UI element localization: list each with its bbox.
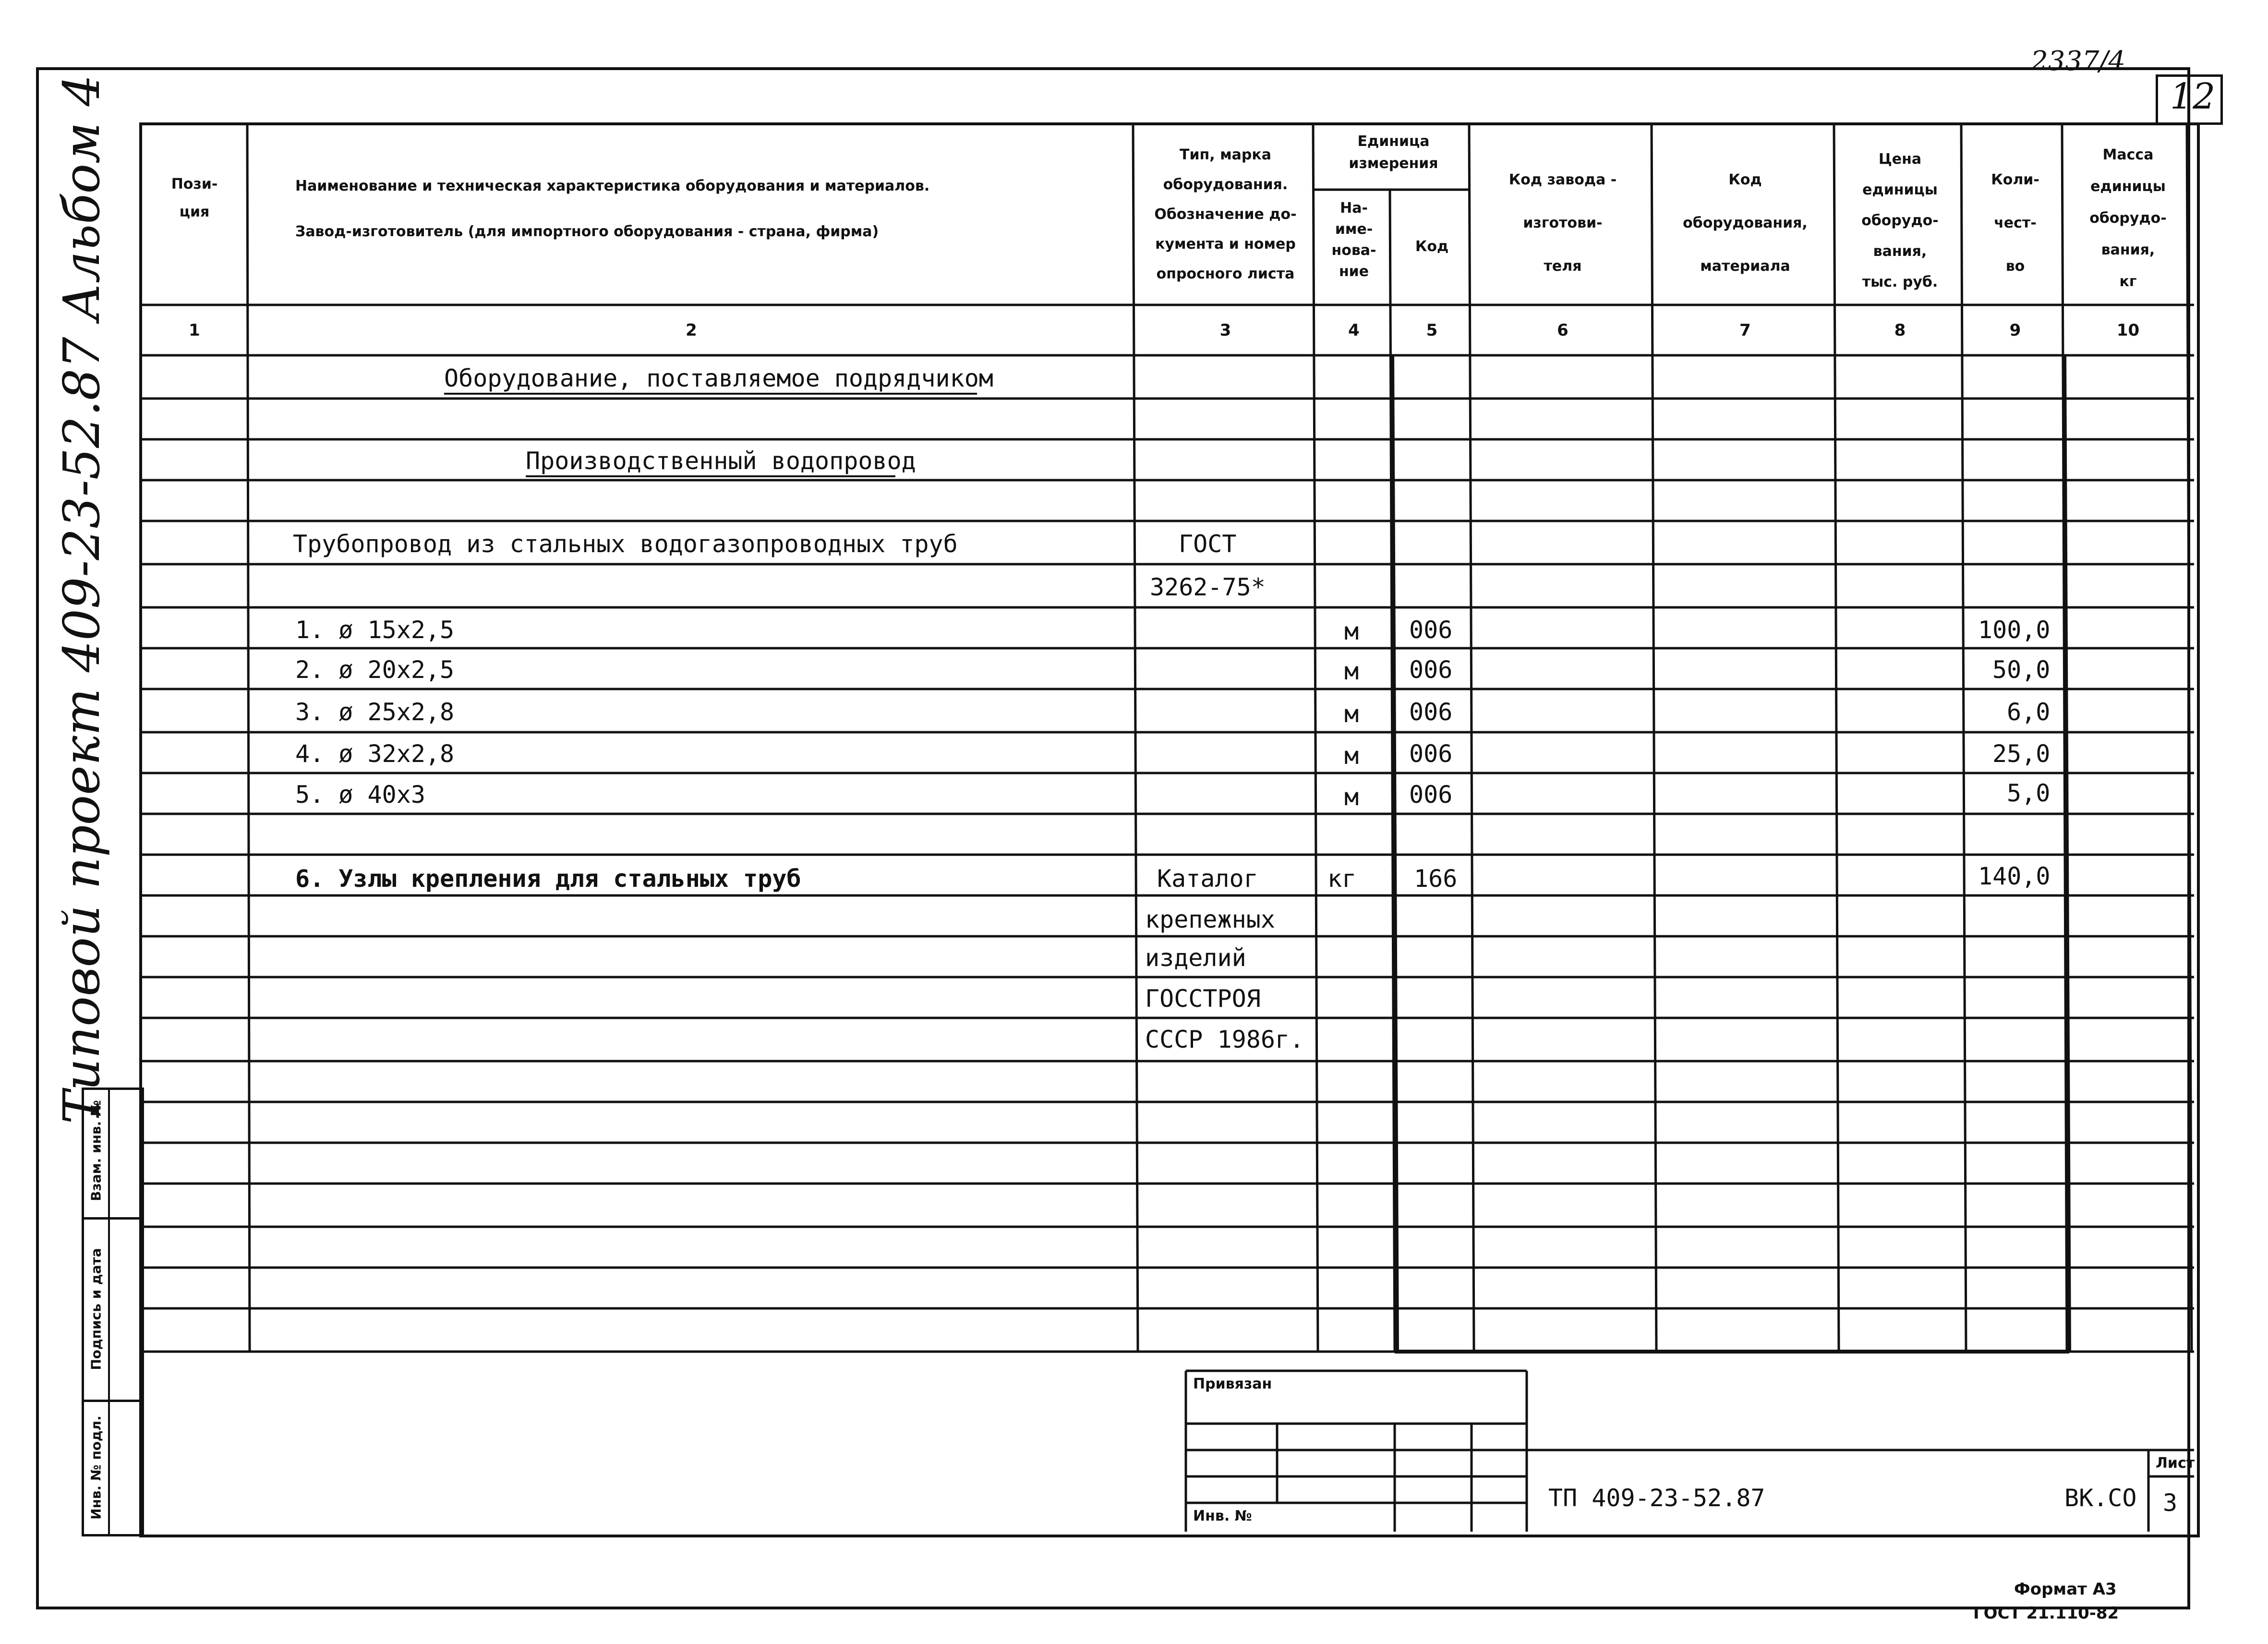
header-unit: Единица измерения	[1349, 133, 1438, 172]
col-number: 8	[1894, 321, 1906, 340]
catalog-line: крепежных	[1145, 906, 1275, 933]
side-label-inv: Инв. № подл.	[88, 1415, 104, 1520]
section-subtitle: Производственный водопровод	[526, 447, 916, 475]
col-number: 1	[189, 321, 200, 340]
document-mark: ВК.СО	[2064, 1484, 2137, 1512]
col-number: 4	[1348, 321, 1360, 340]
header-unit-name: На- име- нова- ние	[1331, 200, 1376, 280]
item-qty: 100,0	[1978, 616, 2051, 644]
item6-name: 6. Узлы крепления для стальных труб	[295, 865, 801, 893]
item-qty: 6,0	[2007, 698, 2051, 726]
header-unit-code: Код	[1415, 238, 1449, 255]
col-number: 6	[1557, 321, 1568, 340]
item-unit: м	[1344, 742, 1359, 770]
item-unit: м	[1344, 700, 1359, 728]
item-unit: м	[1344, 783, 1359, 811]
inv-no-label: Инв. №	[1193, 1508, 1252, 1524]
item-name: 5. ø 40x3	[295, 781, 425, 809]
item-code: 006	[1409, 698, 1453, 726]
item-code: 006	[1409, 656, 1453, 684]
item-qty: 50,0	[1992, 656, 2051, 684]
catalog-line: ГОССТРОЯ	[1145, 985, 1261, 1013]
list-label: Лист	[2156, 1455, 2195, 1472]
header-quantity: Коли- чест- во	[1991, 171, 2039, 275]
header-equip-code: Код оборудования, материала	[1683, 171, 1808, 275]
item6-code: 166	[1414, 865, 1458, 893]
gost-number: 3262-75*	[1150, 573, 1266, 601]
side-title: Типовой проект 409-23-52.87 Альбом 4	[52, 74, 111, 1124]
item-code: 006	[1409, 740, 1453, 768]
item-code: 006	[1409, 781, 1453, 809]
item-code: 006	[1409, 616, 1453, 644]
header-name: Наименование и техническая характеристика оборудования и материалов. Завод-изготовитель (для импортного оборудования - страна, фирма)	[295, 178, 930, 240]
section-title: Оборудование, поставляемое подрядчиком	[444, 364, 993, 392]
col-number: 7	[1739, 321, 1751, 340]
col-number: 3	[1219, 321, 1231, 340]
item-unit: м	[1344, 657, 1359, 685]
item6-unit: кг	[1327, 865, 1357, 893]
gost-label: ГОСТ	[1179, 530, 1237, 558]
header-price: Цена единицы оборудо- вания, тыс. руб.	[1861, 151, 1939, 290]
col-number: 5	[1426, 321, 1438, 340]
item-name: 4. ø 32x2,8	[295, 740, 455, 768]
col-number: 9	[2009, 321, 2021, 340]
item-name: 3. ø 25x2,8	[295, 698, 455, 726]
catalog-line: Каталог	[1157, 865, 1258, 893]
list-number: 3	[2163, 1489, 2178, 1517]
item-qty: 25,0	[1992, 740, 2051, 768]
item-name: 2. ø 20x2,5	[295, 656, 455, 684]
item-qty: 5,0	[2007, 779, 2051, 807]
catalog-line: изделий	[1145, 944, 1246, 972]
privyazan-label: Привязан	[1193, 1376, 1272, 1392]
col-number: 2	[686, 321, 697, 340]
pipeline-title: Трубопровод из стальных водогазопроводных труб	[293, 530, 958, 558]
format-label: Формат А3	[2014, 1580, 2117, 1599]
col-number: 10	[2116, 321, 2140, 340]
document-code: ТП 409-23-52.87	[1548, 1484, 1765, 1512]
side-label-vzam: Взам. инв. №	[88, 1100, 104, 1201]
header-position: Пози- ция	[171, 176, 218, 220]
gost-footer: ГОСТ 21.110-82	[1973, 1604, 2119, 1623]
catalog-line: СССР 1986г.	[1145, 1026, 1304, 1053]
header-mass: Масса единицы оборудо- вания, кг	[2089, 146, 2167, 290]
item6-qty: 140,0	[1978, 862, 2051, 890]
sheet-id: 2337/4	[2031, 46, 2126, 77]
header-factory-code: Код завода - изготови- теля	[1508, 171, 1617, 275]
item-name: 1. ø 15x2,5	[295, 616, 455, 644]
side-label-podpis: Подпись и дата	[88, 1248, 104, 1370]
header-type: Тип, марка оборудования. Обозначение до- кумента и номер опросного листа	[1154, 146, 1297, 282]
item-unit: м	[1344, 617, 1359, 645]
page-number: 12	[2170, 76, 2216, 117]
